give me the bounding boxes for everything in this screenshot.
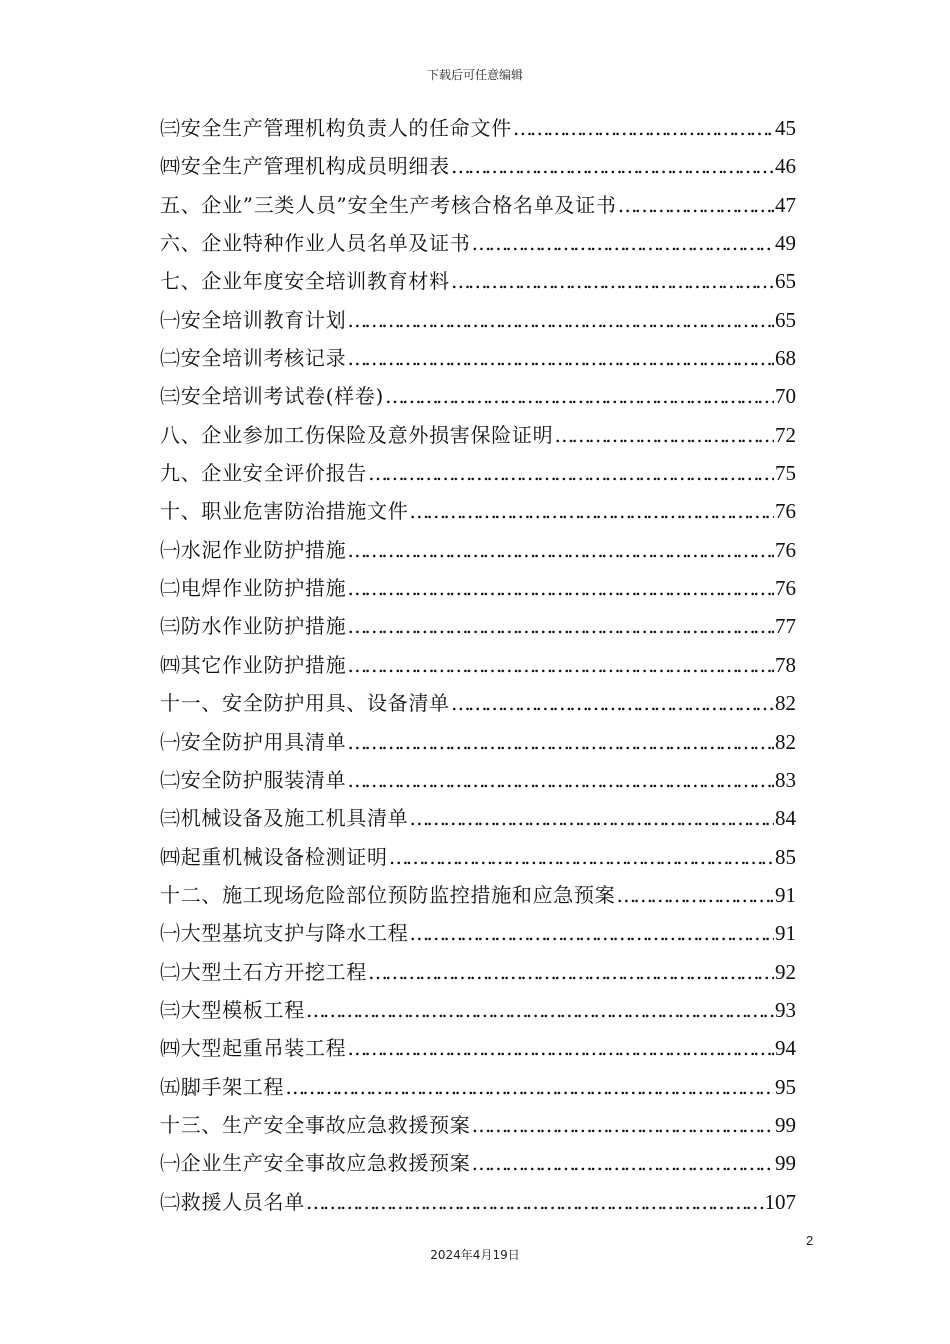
toc-entry [160,723,796,761]
toc-dot-leader [409,914,774,952]
toc-entry-title: 十一、安全防护用具、设备清单 [160,691,450,716]
toc-entry-title: ㈡安全培训考核记录 [160,346,347,371]
toc-entry [160,646,796,684]
toc-entry-title: ㈢安全培训考试卷(样卷) [160,384,385,409]
toc-entry-page: 65 [775,269,796,294]
toc-dot-leader [389,838,774,876]
toc-entry-title: ㈣大型起重吊装工程 [160,1036,347,1061]
page-header: 下载后可任意编辑 [426,68,523,82]
toc-entry [160,991,796,1029]
table-of-contents [160,109,796,1221]
toc-entry-page: 92 [775,959,796,984]
toc-entry-title: 七、企业年度安全培训教育材料 [160,269,450,294]
toc-dot-leader [347,607,774,645]
toc-entry-page: 83 [775,767,796,792]
toc-entry [160,109,796,147]
toc-entry-title: ㈢大型模板工程 [160,997,305,1022]
toc-entry-page: 93 [775,997,796,1022]
toc-entry [160,1144,796,1182]
toc-entry-page: 95 [775,1074,796,1099]
toc-entry [160,377,796,415]
toc-entry-page: 47 [775,192,796,217]
toc-entry [160,301,796,339]
toc-entry-title: ㈠大型基坑支护与降水工程 [160,921,409,946]
toc-entry-title: ㈠安全培训教育计划 [160,307,347,332]
toc-entry [160,147,796,185]
toc-entry [160,838,796,876]
toc-entry-title: ㈣安全生产管理机构成员明细表 [160,154,450,179]
toc-dot-leader [451,262,774,300]
toc-entry-title: ㈠企业生产安全事故应急救援预案 [160,1151,471,1176]
toc-entry-page: 68 [775,346,796,371]
toc-entry-title: ㈠水泥作业防护措施 [160,537,347,562]
toc-entry [160,224,796,262]
toc-entry-page: 65 [775,307,796,332]
toc-entry-title: ㈢机械设备及施工机具清单 [160,806,409,831]
toc-entry [160,953,796,991]
toc-entry [160,1106,796,1144]
toc-dot-leader [368,454,774,492]
toc-dot-leader [347,723,774,761]
toc-dot-leader [451,684,774,722]
page-footer-date: 2024年4月19日 [430,1248,520,1262]
toc-entry [160,492,796,530]
toc-entry-title: ㈡大型土石方开挖工程 [160,959,367,984]
toc-dot-leader [616,876,774,914]
toc-dot-leader [472,1106,775,1144]
page-number: 2 [806,1233,814,1248]
toc-entry-title: 十三、生产安全事故应急救援预案 [160,1112,471,1137]
toc-entry-page: 45 [775,116,796,140]
toc-dot-leader [347,339,774,377]
toc-entry [160,799,796,837]
toc-entry-title: ㈡救援人员名单 [160,1189,305,1214]
toc-dot-leader [347,1029,774,1067]
toc-entry [160,914,796,952]
toc-entry-page: 76 [775,576,796,601]
toc-entry-title: ㈢安全生产管理机构负责人的任命文件 [160,116,512,140]
toc-entry [160,186,796,224]
toc-entry [160,761,796,799]
toc-entry-title: 九、企业安全评价报告 [160,461,367,486]
toc-dot-leader [285,1068,774,1106]
toc-entry [160,1029,796,1067]
toc-dot-leader [472,1144,775,1182]
toc-entry-page: 107 [764,1189,796,1214]
toc-dot-leader [409,799,774,837]
toc-entry-title: ㈡电焊作业防护措施 [160,576,347,601]
toc-entry-page: 91 [775,882,796,907]
toc-entry-title: 六、企业特种作业人员名单及证书 [160,231,471,256]
toc-entry-page: 46 [775,154,796,179]
toc-entry [160,876,796,914]
toc-entry [160,1068,796,1106]
toc-entry-page: 70 [775,384,796,409]
toc-entry-title: ㈣起重机械设备检测证明 [160,844,388,869]
toc-dot-leader [347,646,774,684]
toc-entry-page: 94 [775,1036,796,1061]
toc-entry-page: 84 [775,806,796,831]
toc-entry-title: 五、企业”三类人员”安全生产考核合格名单及证书 [160,192,617,217]
toc-dot-leader [472,224,775,262]
toc-entry [160,339,796,377]
toc-dot-leader [347,761,774,799]
toc-dot-leader [385,377,774,415]
toc-entry-page: 99 [775,1112,796,1137]
toc-dot-leader [554,416,774,454]
toc-dot-leader [306,1183,764,1221]
toc-dot-leader [368,953,774,991]
toc-entry-page: 82 [775,691,796,716]
toc-entry-title: ㈡安全防护服装清单 [160,767,347,792]
toc-entry [160,454,796,492]
toc-entry [160,416,796,454]
toc-entry-page: 49 [775,231,796,256]
toc-dot-leader [347,531,774,569]
toc-entry-title: ㈠安全防护用具清单 [160,729,347,754]
toc-entry-title: ㈣其它作业防护措施 [160,652,347,677]
toc-entry-title: ㈢防水作业防护措施 [160,614,347,639]
toc-entry-page: 85 [775,844,796,869]
toc-dot-leader [347,569,774,607]
toc-entry [160,531,796,569]
toc-entry-page: 99 [775,1151,796,1176]
toc-entry-title: ㈤脚手架工程 [160,1074,285,1099]
toc-entry-page: 72 [775,422,796,447]
toc-dot-leader [618,186,774,224]
toc-entry [160,607,796,645]
toc-entry-page: 76 [775,537,796,562]
toc-entry-title: 八、企业参加工伤保险及意外损害保险证明 [160,422,554,447]
toc-entry-page: 76 [775,499,796,524]
toc-entry [160,569,796,607]
toc-dot-leader [306,991,774,1029]
toc-entry-page: 91 [775,921,796,946]
toc-dot-leader [409,492,774,530]
toc-entry-title: 十、职业危害防治措施文件 [160,499,409,524]
toc-entry-title: 十二、施工现场危险部位预防监控措施和应急预案 [160,882,616,907]
toc-dot-leader [513,109,774,147]
toc-entry [160,262,796,300]
toc-entry [160,684,796,722]
toc-entry [160,1183,796,1221]
toc-dot-leader [451,147,774,185]
toc-entry-page: 77 [775,614,796,639]
toc-entry-page: 75 [775,461,796,486]
toc-dot-leader [347,301,774,339]
toc-entry-page: 82 [775,729,796,754]
toc-entry-page: 78 [775,652,796,677]
